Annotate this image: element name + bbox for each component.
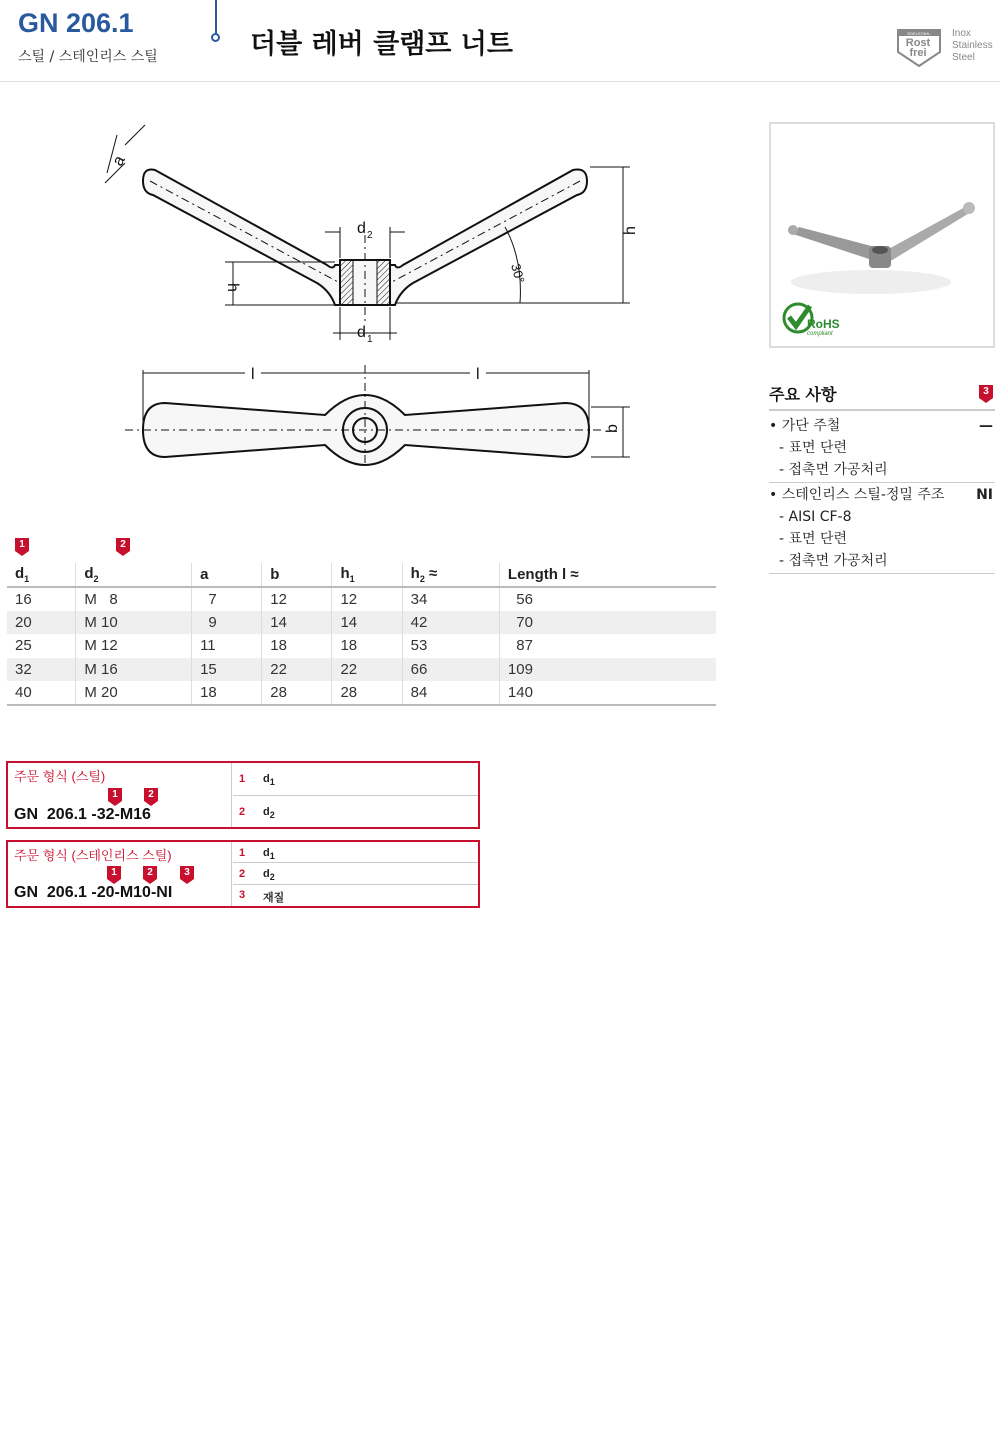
table-cell: M 10 [76, 611, 192, 635]
table-cell: 32 [7, 658, 76, 682]
notes-divider [769, 409, 995, 411]
table-cell: 87 [499, 634, 716, 658]
header-divider-dot [211, 33, 220, 42]
header-d1: $d_1$ [7, 563, 76, 587]
notes-badge-number: 3 [983, 386, 989, 397]
column-badge-number: 1 [19, 539, 25, 550]
table-cell: 34 [402, 587, 499, 611]
note-value: — [979, 418, 993, 434]
table-row [7, 587, 716, 611]
order-legend-row: 1 $d_1$ [233, 842, 478, 863]
dim-label-d2: d [357, 220, 366, 237]
table-cell: 22 [262, 658, 332, 682]
table-cell: M 12 [76, 634, 192, 658]
page-title: 더블 레버 클램프 너트 [250, 29, 513, 60]
header-length: Length l ≈ [499, 563, 716, 587]
table-cell: 12 [262, 587, 332, 611]
note-subitem: - 표면 단련 [779, 440, 848, 456]
note-subitem: - 접촉면 가공처리 [779, 462, 888, 478]
note-divider [769, 573, 995, 574]
notes-list [769, 415, 995, 575]
order-code-panel [8, 842, 232, 906]
column-badge-number: 2 [120, 539, 126, 550]
note-divider [769, 482, 995, 483]
header-h1: $h_1$ [332, 563, 402, 587]
order-example-steel [6, 761, 480, 829]
header [0, 0, 1000, 82]
order-badge-icon [143, 866, 157, 884]
product-code: GN 206.1 [18, 8, 134, 38]
note-text: 접촉면 가공처리 [788, 462, 888, 478]
logo-line1: Rost [905, 37, 931, 49]
notes-title: 주요 사항 [769, 385, 837, 404]
product-photo [769, 122, 995, 348]
order-legend-row: 2 $d_2$ [239, 806, 275, 821]
table-cell: 70 [499, 611, 716, 635]
order-badge-number: 2 [147, 867, 153, 878]
column-badge-icon [15, 538, 29, 556]
table-cell: 84 [402, 681, 499, 705]
dim-label-d2-sub: 2 [367, 230, 373, 241]
table-row [7, 611, 716, 635]
order-legend-row: 2 $d_2$ [233, 863, 478, 885]
note-text: 스테인리스 스틸-정밀 주조 [781, 487, 945, 503]
table-cell: 14 [262, 611, 332, 635]
note-text: 가단 주철 [781, 418, 841, 434]
header-b: b [262, 563, 332, 587]
table-cell: 66 [402, 658, 499, 682]
order-label: 주문 형식 (스틸) [14, 769, 106, 784]
rohs-sub-label: compliant [807, 331, 833, 337]
order-legend-row: 3 재질 [239, 889, 285, 904]
note-subitem: - 접촉면 가공처리 [779, 553, 888, 569]
table-cell: 18 [332, 634, 402, 658]
order-legend [233, 842, 478, 906]
dim-label-h1: h [224, 283, 241, 292]
order-legend [233, 763, 478, 827]
table-cell: 12 [332, 587, 402, 611]
rostfrei-logo [896, 28, 942, 68]
order-badge-number: 2 [148, 789, 154, 800]
table-cell: 42 [402, 611, 499, 635]
table-cell: 15 [192, 658, 262, 682]
table-cell: 140 [499, 681, 716, 705]
technical-drawing [95, 115, 655, 475]
order-badge-icon [180, 866, 194, 884]
order-code-panel [8, 763, 232, 827]
table-cell: 109 [499, 658, 716, 682]
dim-label-d1: d [357, 324, 366, 341]
dim-label-angle: 30° [508, 261, 528, 285]
table-cell: 14 [332, 611, 402, 635]
notes-badge-icon [979, 385, 993, 403]
note-text: AISI CF-8 [788, 509, 852, 525]
table-cell: 28 [262, 681, 332, 705]
table-cell: 16 [15, 590, 32, 608]
order-legend-row: 1 $d_1$ [233, 763, 478, 796]
header-d2: $d_2$ [76, 563, 192, 587]
material-text-line: Steel [952, 52, 975, 63]
note-text: 접촉면 가공처리 [788, 553, 888, 569]
table-row [7, 681, 716, 705]
logo-line2: frei [909, 47, 927, 59]
dim-label-a: a [109, 153, 129, 169]
table-cell: 18 [262, 634, 332, 658]
header-h2: $h_2$ ≈ [402, 563, 499, 587]
table-row [7, 634, 716, 658]
order-example-stainless [6, 840, 480, 908]
table-cell: 22 [332, 658, 402, 682]
table-cell: 40 [7, 681, 76, 705]
order-badge-number: 1 [112, 789, 118, 800]
table-cell: 53 [402, 634, 499, 658]
table-cell: 25 [15, 637, 32, 655]
material-text [952, 28, 993, 64]
note-value: NI [976, 487, 993, 503]
dim-label-d1-sub: 1 [367, 334, 373, 345]
note-item: • 스테인리스 스틸-정밀 주조 NI [769, 484, 995, 506]
product-subtitle: 스틸 / 스테인리스 스틸 [18, 49, 158, 65]
dim-label-h2: h [622, 226, 639, 235]
table-cell: M 20 [76, 681, 192, 705]
table-row [7, 658, 716, 682]
table-cell: 28 [332, 681, 402, 705]
material-text-line: Inox [952, 28, 971, 39]
order-label: 주문 형식 (스테인리스 스틸) [14, 848, 172, 863]
dim-label-b: b [604, 424, 621, 433]
header-a: a [192, 563, 262, 587]
logo-top-text: EDELSTAHL [907, 31, 931, 36]
table-cell: 7 [192, 587, 262, 611]
dimensions-table [7, 563, 716, 706]
table-cell: 56 [499, 587, 716, 611]
header-divider [215, 0, 217, 34]
table-cell: 11 [192, 634, 262, 658]
note-item: • 가단 주철 — [769, 415, 995, 437]
order-code: GN 206.1 -32-M16 [14, 806, 151, 823]
table-cell: M 8 [76, 587, 192, 611]
column-badge-icon [116, 538, 130, 556]
order-code: GN 206.1 -20-M10-NI [14, 884, 173, 901]
product-image [771, 124, 993, 346]
table-header-row [7, 563, 716, 587]
dim-label-l-left: l [251, 366, 255, 383]
dim-label-l-right: l [476, 366, 480, 383]
material-text-line: Stainless [952, 40, 993, 51]
rohs-badge [784, 304, 840, 337]
order-badge-icon [144, 788, 158, 806]
note-text: 표면 단련 [788, 531, 848, 547]
table-cell: 20 [7, 611, 76, 635]
order-badge-icon [107, 866, 121, 884]
table-cell: 18 [192, 681, 262, 705]
note-subitem: - AISI CF-8 [779, 509, 852, 525]
order-badge-number: 3 [184, 867, 190, 878]
table-cell: 9 [192, 611, 262, 635]
rohs-label: RoHS [807, 317, 840, 331]
table-cell: M 16 [76, 658, 192, 682]
order-badge-number: 1 [111, 867, 117, 878]
note-text: 표면 단련 [788, 440, 848, 456]
order-badge-icon [108, 788, 122, 806]
note-subitem: - 표면 단련 [779, 531, 848, 547]
